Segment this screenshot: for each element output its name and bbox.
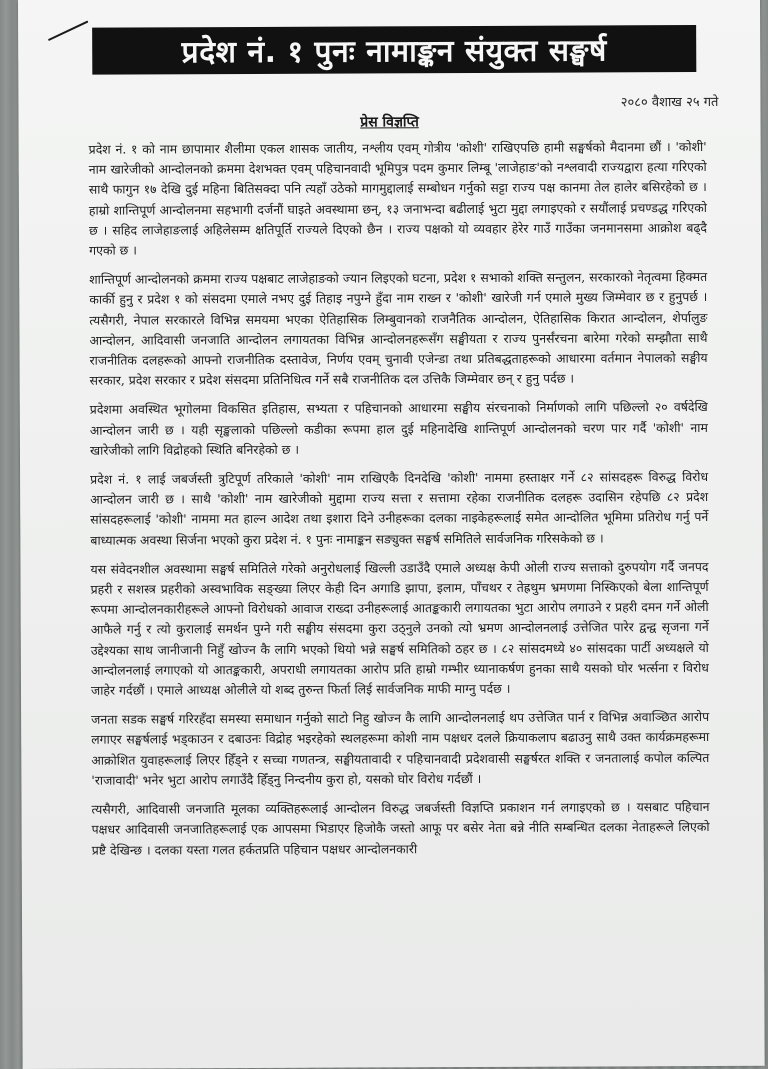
paragraph-4: प्रदेश नं. १ लाई जबर्जस्ती त्रुटिपूर्ण तरिकाले 'कोशी' नाम राखिएकै दिनदेखि 'कोशी' नाममा हस्ताक्षर गर्ने ८२ सांसदहरू विरुद्ध विरोध आन्दोलन जारी छ । साथै 'कोशी' नाम खारेजीको मुद्दामा राज्य सत्ता र सत्तामा रहेका राजनीतिक दलहरू उदासिन रहेपछि ८२ प्रदेश सांसदहरूलाई 'कोशी' नाममा मत हाल्न आदेश तथा इशारा दिने उनीहरूका दलका नाइकेहरूलाई समेत आन्दोलित भूमिमा प्रतिरोध गर्नु पर्ने बाध्यात्मक अवस्था सिर्जना भएको कुरा प्रदेश नं. १ पुनः नामाङ्कन सङ्युक्त सङ्घर्ष समितिले सार्वजनिक गरिसकेको छ ।	[90, 469, 709, 548]
document-body	[89, 137, 710, 869]
document-subtitle: प्रेस विज्ञप्ति	[360, 114, 419, 131]
paragraph-1: प्रदेश नं. १ को नाम छापामार शैलीमा एकल शासक जातीय, नश्लीय एवम् गोत्रीय 'कोशी' राखिएपछि हामी सङ्घर्षको मैदानमा छौं । 'कोशी' नाम खारेजीको आन्दोलनको क्रममा देशभक्त एवम् पहिचानवादी भूमिपुत्र पदम कुमार लिम्बू 'लाजेहाङ'को नश्लवादी राज्यद्वारा हत्या गरिएको साथै फागुन १७ देखि दुई महिना बितिसक्दा पनि त्यहाँ उठेको मागमुद्दालाई सम्बोधन गर्नुको सट्टा राज्य पक्ष कानमा तेल हालेर बसिरहेको छ । हाम्रो शान्तिपूर्ण आन्दोलनमा सहभागी दर्जनौं घाइते अवस्थामा छन्, १३ जनाभन्दा बढीलाई भुटा मुद्दा लगाइएको र सयौंलाई प्रचण्डद्ध गरिएको छ । सहिद लाजेहाङलाई अहिलेसम्म क्षतिपूर्ति राज्यले दिएको छैन । राज्य पक्षको यो व्यवहार हेरेर गाउँ गाउँका जनमानसमा आक्रोश बढ्दै गएको छ ।	[88, 138, 708, 258]
paragraph-6: जनता सडक सङ्घर्ष गरिरहँदा समस्या समाधान गर्नुको साटो निहु खोज्न कै लागि आन्दोलनलाई थप उत्तेजित पार्न र विभिन्न अवाञ्छित आरोप लगाएर सङ्घर्षलाई भड्काउन र दबाउनः विद्रोह भइरहेको स्थलहरूमा कोशी नाम पक्षधर दलले क्रियाकलाप बढाउनु साथै उक्त कार्यक्रमहरूमा आक्रोशित युवाहरूलाई लिएर हिँड्ने र सच्चा गणतन्त्र, सङ्घीयतावादी र पहिचानवादी प्रदेशवासी सङ्घर्षरत शक्ति र जनतालाई कपोल कल्पित 'राजावादी' भनेर भुटा आरोप लगाउँदै हिँड्नु निन्दनीय कुरा हो, यसको घोर विरोध गर्दछौं ।	[91, 709, 710, 788]
document-title: प्रदेश नं. १ पुनः नामाङ्कन संयुक्त सङ्घर्ष	[92, 25, 696, 75]
paragraph-3: प्रदेशमा अवस्थित भूगोलमा विकसित इतिहास, सभ्यता र पहिचानको आधारमा सङ्घीय संरचनाको निर्माणको लागि पछिल्लो २० वर्षदेखि आन्दोलन जारी छ । यही सृङ्खलाको पछिल्लो कडीका रूपमा हाल दुई महिनादेखि शान्तिपूर्ण आन्दोलनको चरण पार गर्दै 'कोशी' नाम खारेजीको लागि विद्रोहको स्थिति बनिरहेको छ ।	[89, 399, 708, 458]
paragraph-2: शान्तिपूर्ण आन्दोलनको क्रममा राज्य पक्षबाट लाजेहाङको ज्यान लिइएको घटना, प्रदेश १ सभाको शक्ति सन्तुलन, सरकारको नेतृत्वमा हिक्मत कार्की हुनु र प्रदेश १ को संसदमा एमाले नभए दुई तिहाइ नपुग्ने हुँदा नाम राख्न र 'कोशी' खारेजी गर्न एमाले मुख्य जिम्मेवार छ र हुनुपर्छ । त्यसैगरी, नेपाल सरकारले विभिन्न समयमा भएका ऐतिहासिक लिम्बुवानको राजनैतिक आन्दोलन, ऐतिहासिक किरात आन्दोलन, शेर्पालुङ आन्दोलन, आदिवासी जनजाति आन्दोलन लगायतका विभिन्न आन्दोलनहरूसँग सङ्घीयता र राज्य पुनर्संरचना बारेमा गरेको सम्झौता साथै राजनीतिक दलहरूको आफ्नो राजनीतिक दस्तावेज, निर्णय एवम् चुनावी एजेन्डा तथा प्रतिबद्धताहरूको आधारमा वर्तमान नेपालको सङ्घीय सरकार, प्रदेश सरकार र प्रदेश संसदमा प्रतिनिधित्व गर्ने सबै राजनीतिक दल उत्तिकै जिम्मेवार छन् र हुनु पर्दछ ।	[89, 269, 708, 388]
press-release-sheet	[18, 0, 765, 1069]
paragraph-7: त्यसैगरी, आदिवासी जनजाति मूलका व्यक्तिहरूलाई आन्दोलन विरुद्ध जबर्जस्ती विज्ञप्ति प्रकाशन गर्न लगाइएको छ । यसबाट पहिचान पक्षधर आदिवासी जनजातिहरूलाई एक आपसमा भिडाएर हिजोकै जस्तो आफू पर बसेर नेता बन्ने नीति सम्बन्धित दलका नेताहरूले लिएको प्रष्टै देखिन्छ । दलका यस्ता गलत हर्कतप्रति पहिचान पक्षधर आन्दोलनकारी	[91, 799, 710, 858]
paragraph-5: यस संवेदनशील अवस्थामा सङ्घर्ष समितिले गरेको अनुरोधलाई खिल्ली उडाउँदै एमाले अध्यक्ष केपी ओली राज्य सत्ताको दुरुपयोग गर्दै जनपद प्रहरी र सशस्त्र प्रहरीको अस्वभाविक सङ्ख्या लिएर केही दिन अगाडि झापा, इलाम, पाँचथर र तेह्रथुम भ्रमणमा निस्किएको बेला शान्तिपूर्ण रूपमा आन्दोलनकारीहरूले आफ्नो विरोधको आवाज राख्दा उनीहरूलाई आतङ्ककारी लगायतका भुटा आरोप लगाउने र प्रहरी दमन गर्ने ओली आफैले गर्नु र त्यो कुरालाई समर्थन पुग्ने गरी सङ्घीय संसदमा कुरा उठ्नुले उनको त्यो भ्रमण आन्दोलनलाई उत्तेजित पारेर द्वन्द्व सृजना गर्ने उद्देश्यका साथ जानीजानी निहुँ खोज्न कै लागि भएको थियो भन्ने सङ्घर्ष समितिको ठहर छ । ८२ सांसदमध्ये ४० सांसदका पार्टी अध्यक्षले यो आन्दोलनलाई लगाएको यो आतङ्ककारी, अपराधी लगायतका आरोप प्रति हाम्रो गम्भीर ध्यानाकर्षण हुनका साथै यसको घोर भर्त्सना र विरोध जाहेर गर्दछौं । एमाले आध्यक्ष ओलीले यो शब्द तुरुन्त फिर्ता लिई सार्वजनिक माफी माग्नु पर्दछ ।	[90, 558, 709, 698]
release-date: २०८० वैशाख २५ गते	[620, 94, 719, 111]
pin-mark	[48, 20, 89, 41]
